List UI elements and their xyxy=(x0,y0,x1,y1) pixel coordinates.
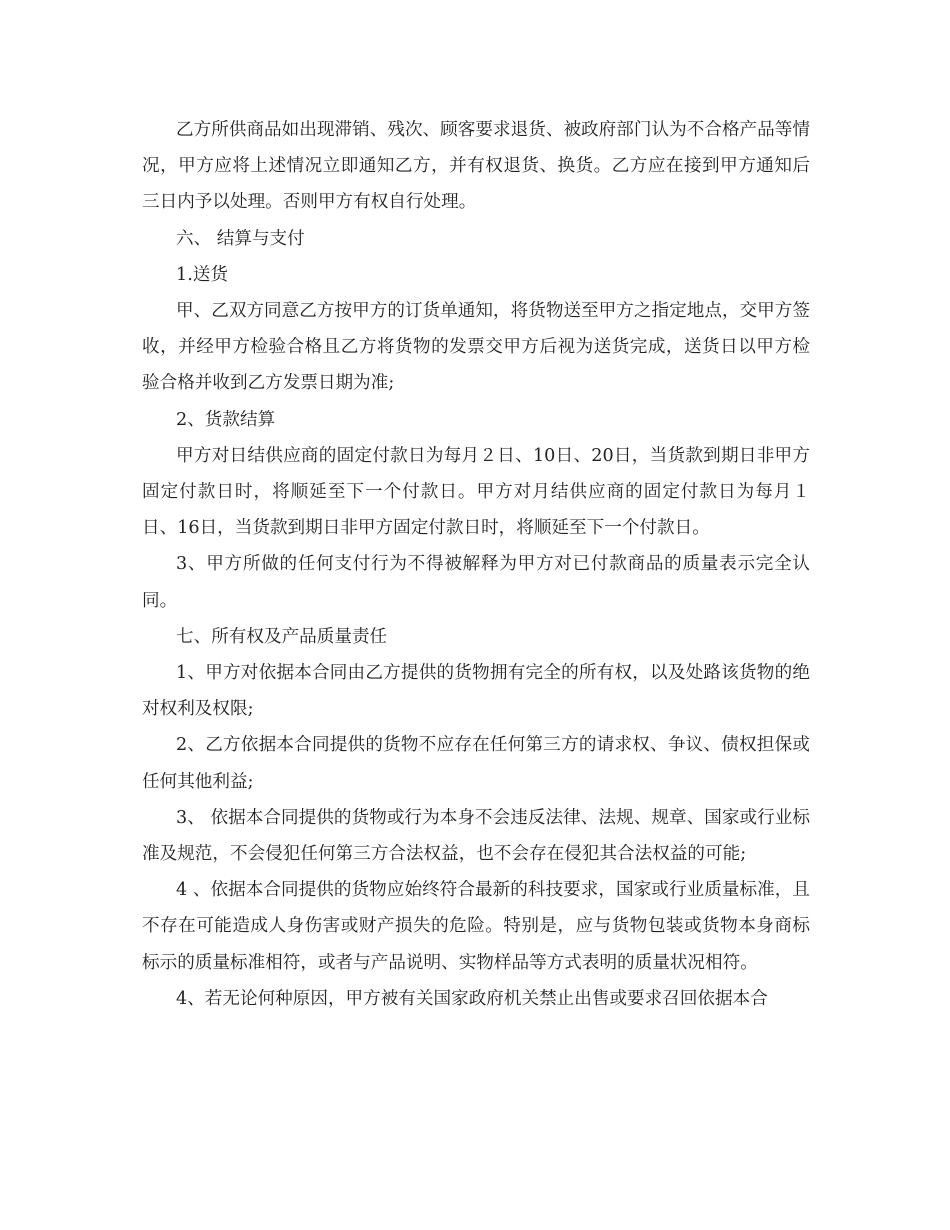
paragraph-legal-compliance: 3、 依据本合同提供的货物或行为本身不会违反法律、法规、规章、国家或行业标准及规范，不会侵犯任何第三方合法权益，也不会存在侵犯其合法权益的可能; xyxy=(142,807,810,865)
paragraph-ownership: 1、甲方对依据本合同由乙方提供的货物拥有完全的所有权，以及处路该货物的绝对权利及权限; xyxy=(142,663,810,720)
section-heading-settlement: 六、 结算与支付 xyxy=(176,228,305,249)
paragraph-no-third-party-rights: 2、乙方依据本合同提供的货物不应存在任何第三方的请求权、争议、债权担保或任何其他利益; xyxy=(142,735,810,792)
paragraph-payment-days: 甲方对日结供应商的固定付款日为每月２日、10日、20日，当货款到期日非甲方固定付款日时，将顺延至下一个付款日。甲方对月结供应商的固定付款日为每月１日、16日，当货款到期日非甲方固定付款日时，将顺延至下一个付款日。 xyxy=(142,445,810,539)
section-heading-ownership-quality: 七、所有权及产品质量责任 xyxy=(176,626,388,647)
paragraph-recall: 4、若无论何种原因，甲方被有关国家政府机关禁止出售或要求召回依据本合 xyxy=(176,988,768,1009)
document-body xyxy=(142,112,810,1017)
paragraph-delivery: 甲、乙双方同意乙方按甲方的订货单通知，将货物送至甲方之指定地点，交甲方签收，并经甲方检验合格且乙方将货物的发票交甲方后视为送货完成，送货日以甲方检验合格并收到乙方发票日期为准; xyxy=(142,301,810,394)
subheading-delivery: 1.送货 xyxy=(176,264,228,285)
subheading-payment-settlement: 2、货款结算 xyxy=(176,409,276,430)
paragraph-return-policy: 乙方所供商品如出现滞销、残次、顾客要求退货、被政府部门认为不合格产品等情况，甲方应将上述情况立即通知乙方，并有权退货、换货。乙方应在接到甲方通知后三日内予以处理。否则甲方有权自行处理。 xyxy=(142,120,810,213)
paragraph-payment-not-acceptance: 3、甲方所做的任何支付行为不得被解释为甲方对已付款商品的质量表示完全认同。 xyxy=(142,554,810,611)
paragraph-quality-standards: 4 、依据本合同提供的货物应始终符合最新的科技要求，国家或行业质量标准，且不存在可能造成人身伤害或财产损失的危险。特别是，应与货物包装或货物本身商标标示的质量标准相符，或者与产品说明、实物样品等方式表明的质量状况相符。 xyxy=(142,880,810,973)
